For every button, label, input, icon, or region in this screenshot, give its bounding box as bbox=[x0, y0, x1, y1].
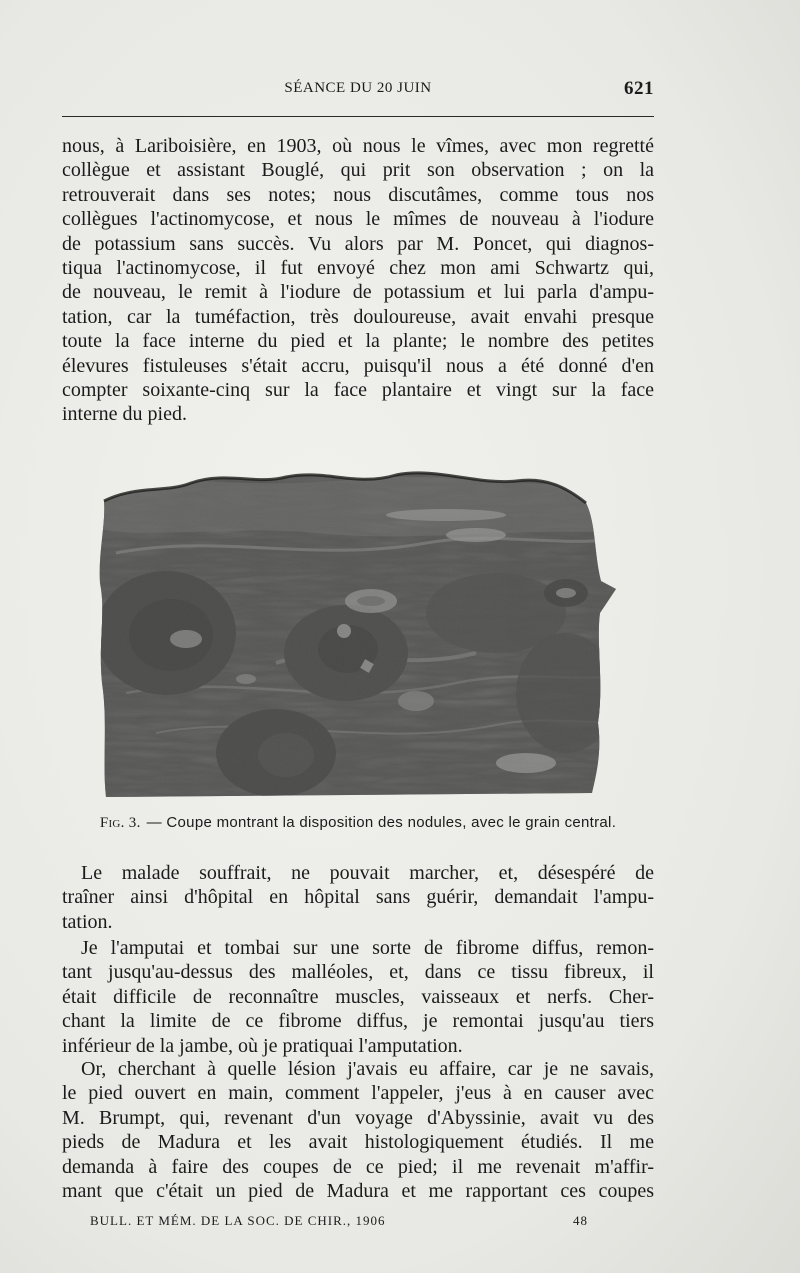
figure-caption-text: — Coupe montrant la disposition des nodules, avec le grain central. bbox=[146, 814, 617, 831]
paragraph-3 bbox=[62, 936, 654, 1058]
text-line: le pied ouvert en main, comment l'appeler, j'eus à en causer avec bbox=[62, 1082, 654, 1105]
text-line: inférieur de la jambe, où je pratiquai l'amputation. bbox=[62, 1034, 463, 1057]
text-line: compter soixante-cinq sur la face plantaire et vingt sur la face bbox=[62, 379, 654, 402]
text-line: chant la limite de ce fibrome diffus, je remontai jusqu'au tiers bbox=[62, 1010, 654, 1033]
text-line: retrouverait dans ses notes; nous discutâmes, comme tous nos bbox=[62, 183, 654, 206]
text-line: M. Brumpt, qui, revenant d'un voyage d'Abyssinie, avait vu des bbox=[62, 1106, 654, 1129]
text-line: tiqua l'actinomycose, il fut envoyé chez mon ami Schwartz qui, bbox=[62, 257, 654, 280]
figure-label: Fig. 3. bbox=[99, 815, 141, 831]
text-line: tant jusqu'au-dessus des malléoles, et, dans ce tissu fibreux, il bbox=[62, 961, 654, 984]
running-head-title: SÉANCE DU 20 JUIN bbox=[284, 80, 432, 96]
text-line: tation, car la tuméfaction, très douloureuse, avait envahi presque bbox=[62, 305, 654, 328]
footer-signature-mark: 48 bbox=[573, 1213, 588, 1228]
text-line: Je l'amputai et tombai sur une sorte de fibrome diffus, remon- bbox=[81, 937, 654, 959]
footer-journal-line: BULL. ET MÉM. DE LA SOC. DE CHIR., 1906 bbox=[90, 1213, 386, 1228]
text-line: collègue et assistant Bouglé, qui prit son observation ; on la bbox=[62, 159, 654, 182]
text-line: nous, à Lariboisière, en 1903, où nous le vîmes, avec mon regretté bbox=[62, 135, 654, 157]
text-line: Le malade souffrait, ne pouvait marcher, et, désespéré de bbox=[81, 862, 654, 884]
text-line: était difficile de reconnaître muscles, vaisseaux et nerfs. Cher- bbox=[62, 985, 654, 1008]
header-rule bbox=[62, 116, 654, 117]
text-line: Or, cherchant à quelle lésion j'avais eu affaire, car je ne savais, bbox=[81, 1058, 654, 1080]
text-line: mant que c'était un pied de Madura et me rapportant ces coupes bbox=[62, 1180, 654, 1203]
text-line: collègues l'actinomycose, et nous le mîmes de nouveau à l'iodure bbox=[62, 208, 654, 231]
text-line: pieds de Madura et les avait histologiquement étudiés. Il me bbox=[62, 1131, 654, 1154]
page-footer bbox=[90, 1213, 590, 1229]
paragraph-2 bbox=[62, 861, 654, 934]
text-line: de nouveau, le remit à l'iodure de potassium et lui parla d'ampu- bbox=[62, 281, 654, 304]
text-line: de potassium sans succès. Vu alors par M. Poncet, qui diagnos- bbox=[62, 232, 654, 255]
paragraph-1 bbox=[62, 134, 654, 427]
histology-section-image bbox=[96, 463, 620, 803]
text-line: demanda à faire des coupes de ce pied; il me revenait m'affir- bbox=[62, 1155, 654, 1178]
text-line: traîner ainsi d'hôpital en hôpital sans guérir, demandait l'ampu- bbox=[62, 886, 654, 909]
running-head bbox=[62, 78, 654, 100]
text-line: tation. bbox=[62, 910, 113, 933]
page-number: 621 bbox=[624, 78, 654, 99]
text-line: interne du pied. bbox=[62, 403, 187, 426]
text-line: élevures fistuleuses s'était accru, puisqu'il nous a été donné d'en bbox=[62, 354, 654, 377]
paragraph-4 bbox=[62, 1057, 654, 1203]
text-line: toute la face interne du pied et la plante; le nombre des petites bbox=[62, 330, 654, 353]
figure-caption bbox=[62, 814, 654, 832]
figure-3-micrograph bbox=[96, 463, 620, 803]
